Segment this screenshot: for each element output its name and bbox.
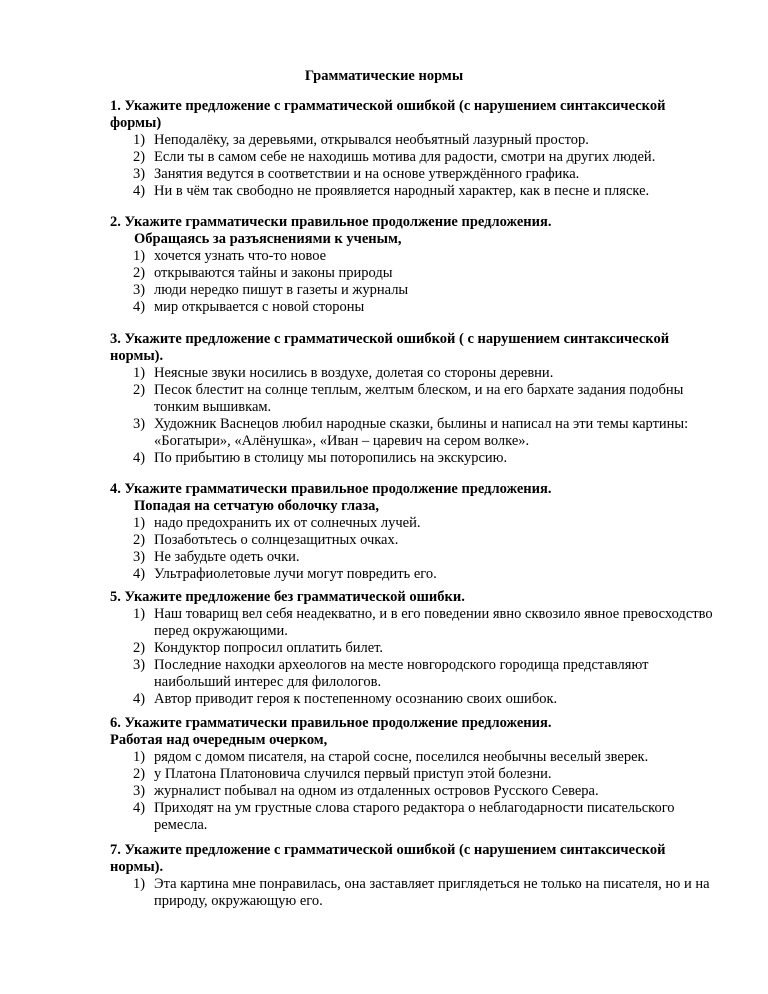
option-item: 4) По прибытию в столицу мы поторопились на экскурсию.	[133, 450, 508, 466]
option-item: 4) Ультрафиолетовые лучи могут повредить его.	[133, 566, 437, 582]
option-item: 3) Последние находки археологов на месте новгородского городища представляют наибольший интерес для филологов.	[133, 657, 649, 690]
question-5	[110, 589, 720, 708]
options-list	[110, 515, 720, 583]
option-item: 2) у Платона Платоновича случился первый приступ этой болезни.	[133, 766, 552, 782]
question-heading: 5. Укажите предложение без грамматической ошибки.	[110, 589, 465, 605]
option-item: 3) журналист побывал на одном из отдаленных островов Русского Севера.	[133, 783, 599, 799]
option-item: 4) Ни в чём так свободно не проявляется народный характер, как в песне и пляске.	[133, 183, 650, 199]
question-heading: 6. Укажите грамматически правильное продолжение предложения.	[110, 715, 552, 731]
option-item: 2) Песок блестит на солнце теплым, желтым блеском, и на его бархате задания подобны тонким вышивкам.	[133, 382, 684, 415]
question-heading: 7. Укажите предложение с грамматической ошибкой (с нарушением синтаксической нормы).	[110, 842, 666, 875]
option-item: 4) Автор приводит героя к постепенному осознанию своих ошибок.	[133, 691, 558, 707]
options-list	[110, 876, 720, 910]
option-item: 3) Занятия ведутся в соответствии и на основе утверждённого графика.	[133, 166, 580, 182]
options-list	[110, 248, 720, 316]
options-list	[110, 749, 720, 834]
option-item: 2) Позаботьтесь о солнцезащитных очках.	[133, 532, 399, 548]
options-list	[110, 365, 720, 467]
option-item: 2) Кондуктор попросил оплатить билет.	[133, 640, 384, 656]
option-item: 1) рядом с домом писателя, на старой сосне, поселился необычны веселый зверек.	[133, 749, 649, 765]
question-4	[110, 481, 720, 583]
option-item: 3) Не забудьте одеть очки.	[133, 549, 300, 565]
question-3	[110, 331, 720, 467]
option-item: 3) Художник Васнецов любил народные сказки, былины и написал на эти темы картины: «Богатыри», «Алёнушка», «Иван – царевич на сером волке».	[133, 416, 689, 449]
question-stem: Обращаясь за разъяснениями к ученым,	[134, 231, 402, 247]
question-1	[110, 98, 720, 200]
question-heading: 2. Укажите грамматически правильное продолжение предложения.	[110, 214, 552, 230]
option-item: 1) Эта картина мне понравилась, она заставляет приглядеться не только на писателя, но и на природу, окружающую его.	[133, 876, 710, 909]
option-item: 1) надо предохранить их от солнечных лучей.	[133, 515, 421, 531]
option-item: 2) открываются тайны и законы природы	[133, 265, 393, 281]
question-stem: Попадая на сетчатую оболочку глаза,	[134, 498, 380, 514]
option-item: 2) Если ты в самом себе не находишь мотива для радости, смотри на других людей.	[133, 149, 656, 165]
option-item: 4) Приходят на ум грустные слова старого редактора о неблагодарности писательского ремесла.	[133, 800, 675, 833]
question-6	[110, 715, 720, 834]
question-heading: 1. Укажите предложение с грамматической ошибкой (с нарушением синтаксической формы)	[110, 98, 666, 131]
question-7	[110, 842, 720, 910]
question-stem: Работая над очередным очерком,	[110, 732, 328, 748]
question-heading: 4. Укажите грамматически правильное продолжение предложения.	[110, 481, 552, 497]
question-2	[110, 214, 720, 316]
document-title: Грамматические нормы	[304, 68, 464, 84]
option-item: 3) люди нередко пишут в газеты и журналы	[133, 282, 409, 298]
options-list	[110, 606, 720, 708]
options-list	[110, 132, 720, 200]
option-item: 1) Неподалёку, за деревьями, открывался необъятный лазурный простор.	[133, 132, 589, 148]
question-heading: 3. Укажите предложение с грамматической ошибкой ( с нарушением синтаксической нормы).	[110, 331, 670, 364]
option-item: 1) Неясные звуки носились в воздухе, долетая со стороны деревни.	[133, 365, 554, 381]
option-item: 4) мир открывается с новой стороны	[133, 299, 365, 315]
option-item: 1) Наш товарищ вел себя неадекватно, и в его поведении явно сквозило явное превосходство перед окружающими.	[133, 606, 713, 639]
option-item: 1) хочется узнать что-то новое	[133, 248, 327, 264]
